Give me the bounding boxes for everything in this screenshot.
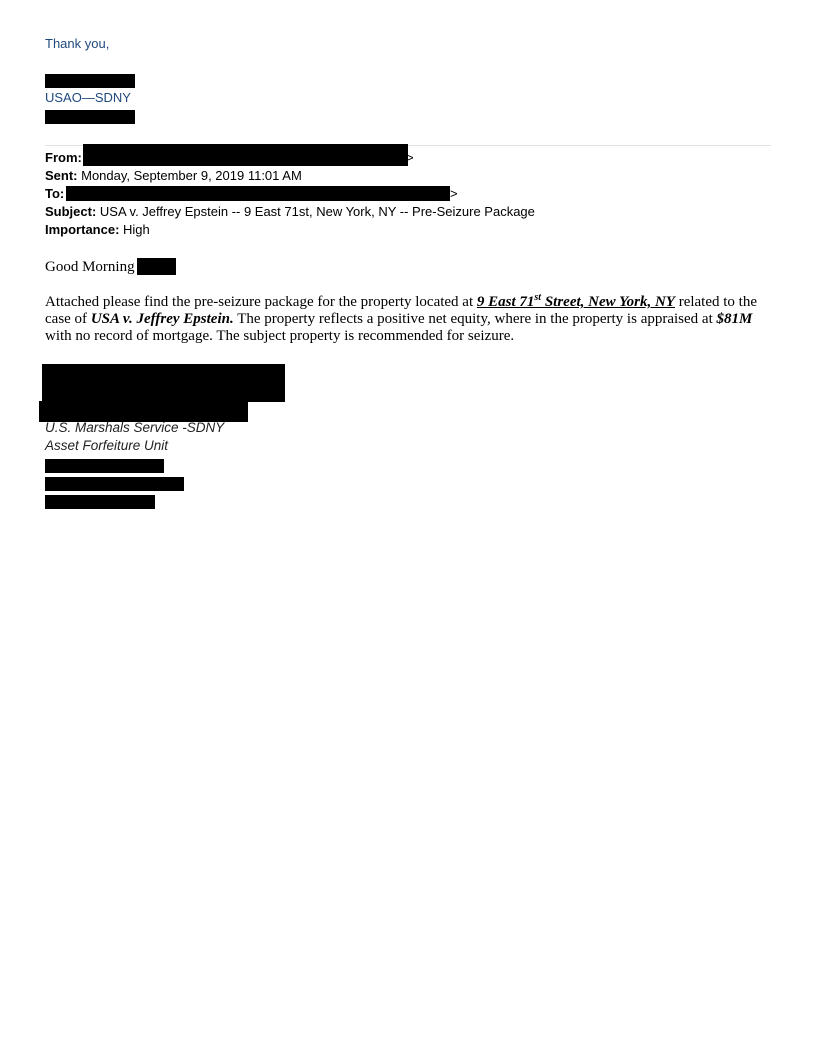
p1-text-a: Attached please find the pre-seizure package for the property located at xyxy=(45,294,477,310)
redaction-block xyxy=(45,74,135,88)
address-part: Street, New York, NY xyxy=(541,294,675,310)
to-row xyxy=(45,185,64,203)
case-name: USA v. Jeffrey Epstein. xyxy=(90,311,234,327)
subject-row xyxy=(45,203,535,221)
to-label: To: xyxy=(45,186,65,201)
importance-value: High xyxy=(123,222,150,237)
closing-thanks: Thank you, xyxy=(45,36,110,51)
body-paragraph xyxy=(45,294,775,345)
redaction-block xyxy=(66,186,450,201)
importance-label: Importance: xyxy=(45,222,120,237)
redaction-block xyxy=(45,477,184,491)
redaction-block xyxy=(45,495,155,509)
sent-value: Monday, September 9, 2019 11:01 AM xyxy=(81,168,302,183)
subject-label: Subject: xyxy=(45,204,97,219)
p1-text-c: The property reflects a positive net equity, where in the property is appraised at xyxy=(233,311,717,327)
to-trail: > xyxy=(450,186,458,201)
closing-org: USAO—SDNY xyxy=(45,90,131,105)
redaction-block xyxy=(39,401,248,422)
property-address xyxy=(477,294,675,310)
from-trail: > xyxy=(406,150,414,165)
from-row xyxy=(45,149,82,167)
subject-value: USA v. Jeffrey Epstein -- 9 East 71st, New York, NY -- Pre-Seizure Package xyxy=(99,204,535,219)
signature-unit: Asset Forfeiture Unit xyxy=(45,438,169,453)
importance-row xyxy=(45,221,150,239)
signature-agency: U.S. Marshals Service -SDNY xyxy=(45,420,225,435)
redaction-block xyxy=(83,144,408,166)
address-part: 9 East 71 xyxy=(476,294,535,310)
address-sup: st xyxy=(534,292,542,303)
p1-text-b: related to the case of xyxy=(45,294,757,327)
redaction-block xyxy=(42,364,285,402)
redaction-block xyxy=(137,258,176,275)
from-label: From: xyxy=(45,150,82,165)
redaction-block xyxy=(45,459,164,473)
greeting: Good Morning xyxy=(45,259,135,275)
sent-label: Sent: xyxy=(45,168,78,183)
p1-text-d: with no record of mortgage. The subject property is recommended for seizure. xyxy=(45,328,515,344)
sent-row xyxy=(45,167,302,185)
redaction-block xyxy=(45,110,135,124)
appraised-amount: $81M xyxy=(716,311,753,327)
